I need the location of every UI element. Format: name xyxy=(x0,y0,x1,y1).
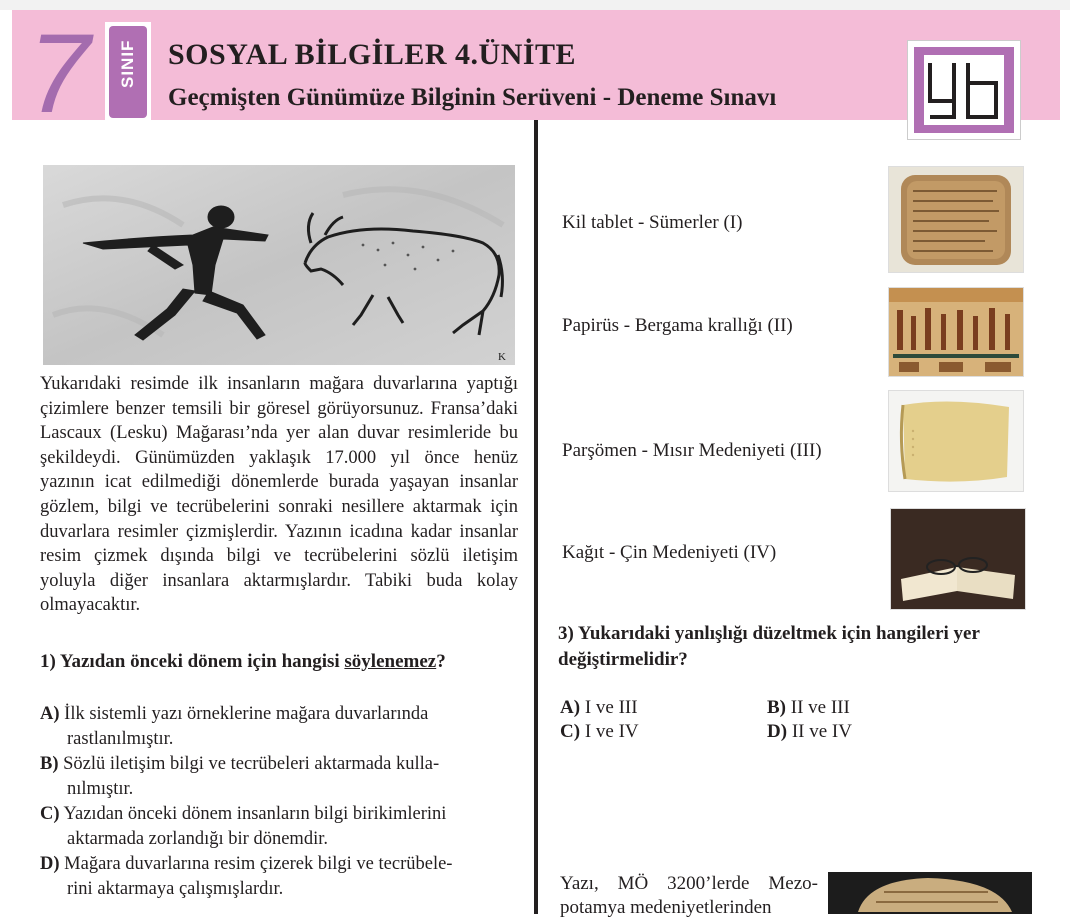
column-divider xyxy=(534,120,538,914)
papyrus-image xyxy=(888,287,1024,377)
question-1-prefix: 1) Yazıdan önceki dönem için hangisi xyxy=(40,651,345,672)
q1-option-d[interactable] xyxy=(40,852,520,902)
q3-option-c[interactable] xyxy=(560,721,639,743)
option-text-cont: aktarmada zorlandığı bir dönemdir. xyxy=(67,829,328,849)
page-title: SOSYAL BİLGİLER 4.ÜNİTE xyxy=(168,38,577,71)
next-question-text: Yazı, MÖ 3200’lerde Mezo- potamya medeniyetlerinden xyxy=(560,873,818,918)
logo-box xyxy=(924,55,1004,125)
option-text: Sözlü iletişim bilgi ve tecrübeleri aktarmada kulla- xyxy=(63,754,440,774)
clay-tablet-image xyxy=(888,166,1024,273)
top-margin xyxy=(0,0,1070,10)
cave-painting-image xyxy=(43,165,515,365)
logo-mark-icon xyxy=(924,55,1004,125)
option-text-cont: rini aktarmaya çalışmışlardır. xyxy=(67,879,284,899)
grade-label-bg xyxy=(109,26,147,118)
option-letter: A) xyxy=(560,697,581,718)
option-letter: D) xyxy=(40,854,60,874)
grade-label-badge xyxy=(105,22,151,122)
cuneiform-tablet-image xyxy=(828,872,1032,914)
option-letter: C) xyxy=(560,721,581,742)
option-letter: C) xyxy=(40,804,60,824)
option-text: Yazıdan önceki dönem insanların bilgi birikimlerini xyxy=(63,804,447,824)
option-text: İlk sistemli yazı örneklerine mağara duvarlarında xyxy=(64,704,429,724)
book-image xyxy=(890,508,1026,610)
q1-option-c[interactable] xyxy=(40,802,520,852)
q3-option-b[interactable] xyxy=(767,697,850,719)
question-3: 3) Yukarıdaki yanlışlığı düzeltmek için hangileri yer değiştirmelidir? xyxy=(558,623,980,670)
option-text-cont: nılmıştır. xyxy=(67,779,134,799)
q1-option-a[interactable] xyxy=(40,702,520,752)
option-text: II ve III xyxy=(790,697,850,718)
logo-frame xyxy=(914,47,1014,133)
q1-option-b[interactable] xyxy=(40,752,520,802)
option-letter: B) xyxy=(40,754,59,774)
q3-option-a[interactable] xyxy=(560,697,638,719)
grade-label: SINIF xyxy=(118,39,137,88)
option-letter: A) xyxy=(40,704,60,724)
item-label-4: Kağıt - Çin Medeniyeti (IV) xyxy=(562,542,777,563)
question-1-emphasis: söylenemez xyxy=(344,651,437,672)
option-text: II ve IV xyxy=(791,721,852,742)
option-text-cont: rastlanılmıştır. xyxy=(67,729,174,749)
grade-number: 7 xyxy=(28,11,91,136)
page-subtitle: Geçmişten Günümüze Bilginin Serüveni - Deneme Sınavı xyxy=(168,84,777,111)
option-letter: D) xyxy=(767,721,788,742)
option-text: I ve III xyxy=(584,697,638,718)
intro-paragraph: Yukarıdaki resimde ilk insanların mağara duvarlarına yaptığı çizimlere benzer temsili bir göresel görüyorsunuz. Fransa’daki Lascaux (Lesku) Mağarası’nda yer alan duvar resimleride bu şekildeydi. Günümüzden yaklaşık 17.000 yıl önce henüz yazının icat edilmediği dönemlerde burada yaşayan insanlar gözlem, bilgi ve tecrübelerini sonraki nesillere aktarmak için duvarlara resimler çizmişlerdir. Yazının icadına kadar insanlar resim çizmek dışında bilgi ve tecrübelerini sözlü iletişim yoluyla diğer insanlara aktarmışlardır. Tabiki buda kolay olmayacaktır. xyxy=(40,374,518,616)
q3-option-d[interactable] xyxy=(767,721,852,743)
option-text: I ve IV xyxy=(584,721,639,742)
question-1-suffix: ? xyxy=(436,651,446,672)
question-1 xyxy=(40,651,446,673)
option-letter: B) xyxy=(767,697,786,718)
image-mark: K xyxy=(498,351,506,363)
item-label-1: Kil tablet - Sümerler (I) xyxy=(562,212,743,233)
publisher-logo xyxy=(907,40,1021,140)
item-label-2: Papirüs - Bergama krallığı (II) xyxy=(562,315,793,336)
option-text: Mağara duvarlarına resim çizerek bilgi ve tecrübele- xyxy=(64,854,453,874)
item-label-3: Parşömen - Mısır Medeniyeti (III) xyxy=(562,440,822,461)
parchment-image xyxy=(888,390,1024,492)
